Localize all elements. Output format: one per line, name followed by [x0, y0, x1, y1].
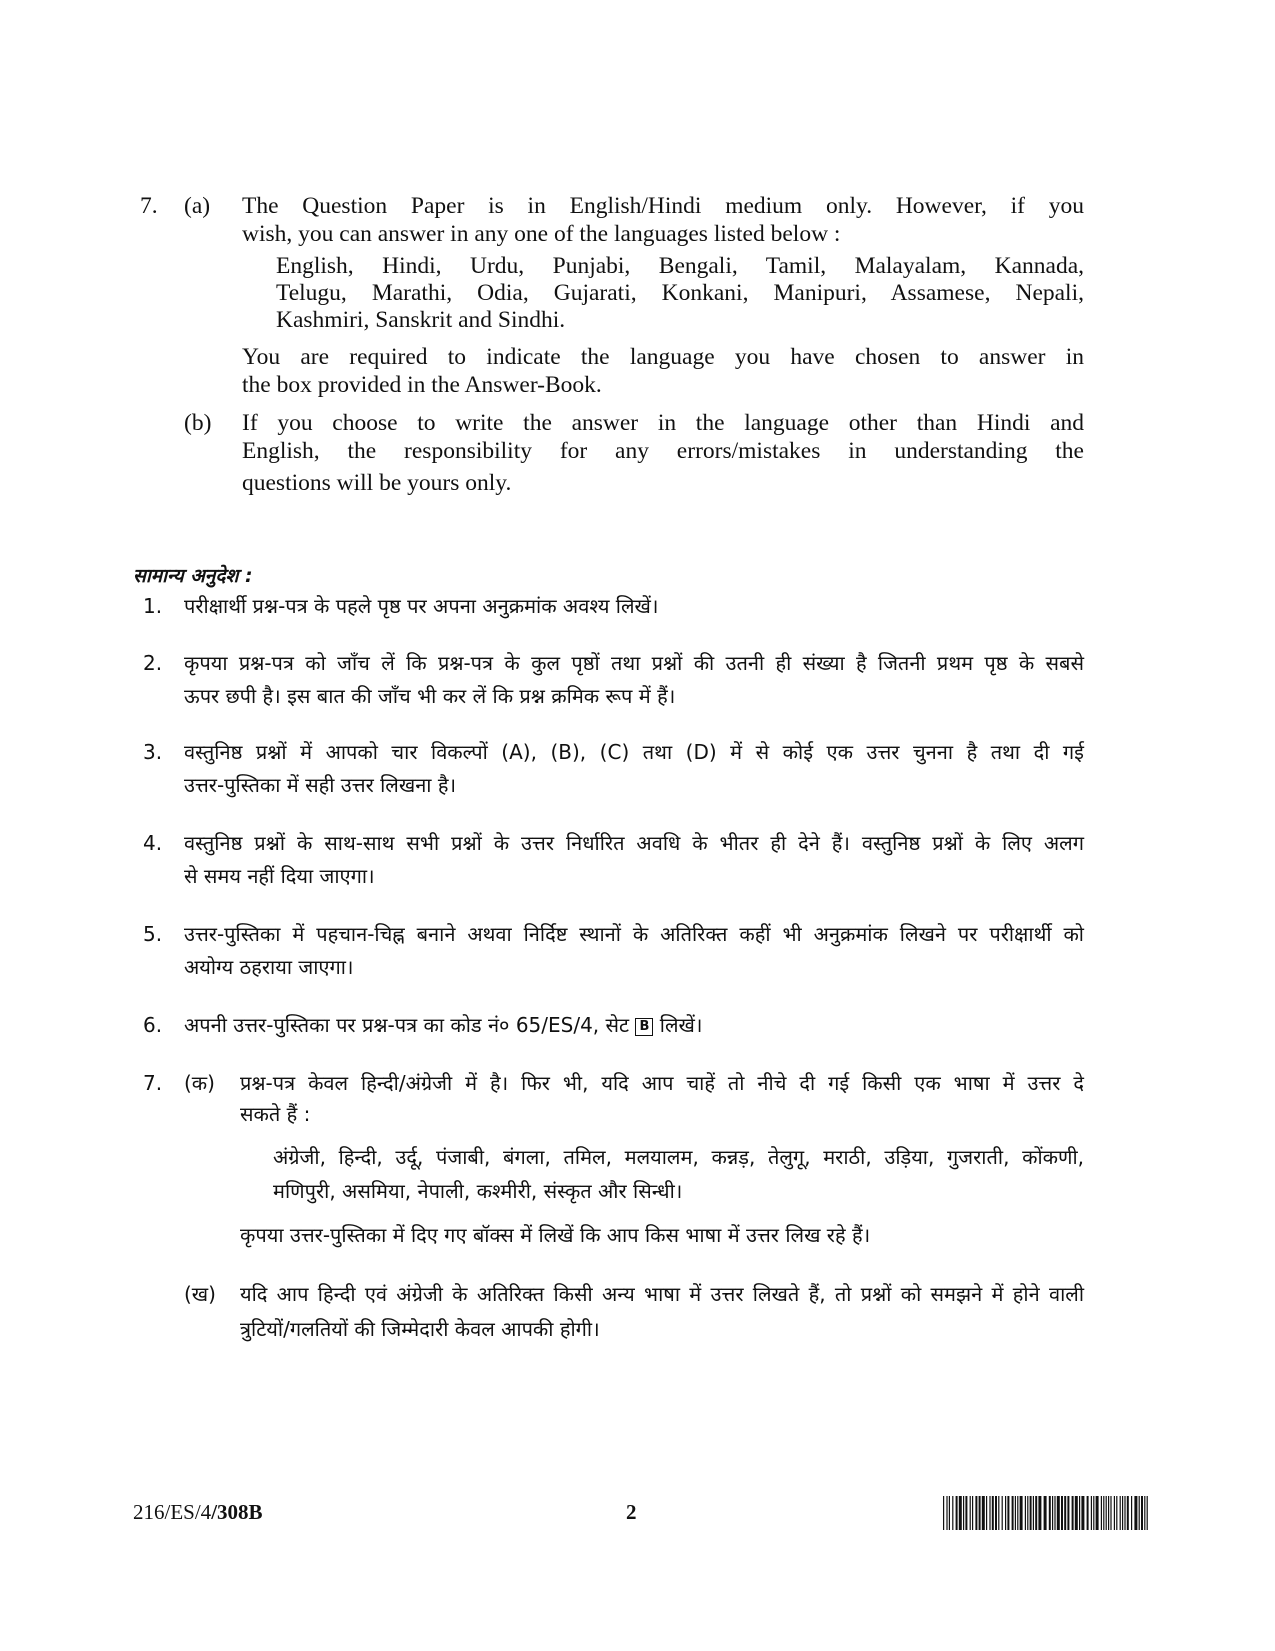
item-7-lang-line1: अंग्रेजी, हिन्दी, उर्दू, पंजाबी, बंगला, तमिल, मलयालम, कन्नड़, तेलुगू, मराठी, उड़िया, गुजराती, कोंकणी,	[273, 1145, 1084, 1169]
item-number: 7.	[143, 1071, 163, 1095]
barcode-icon	[943, 1496, 1150, 1530]
item-5-line2: अयोग्य ठहराया जाएगा।	[184, 955, 354, 979]
item-1-line1: परीक्षार्थी प्रश्न-पत्र के पहले पृष्ठ पर अपना अनुक्रमांक अवश्य लिखें।	[184, 594, 659, 618]
item-7b-line1: यदि आप हिन्दी एवं अंग्रेजी के अतिरिक्त किसी अन्य भाषा में उत्तर लिखते हैं, तो प्रश्नों को समझने में होने वाली	[240, 1282, 1084, 1306]
question-number: 7.	[140, 193, 158, 219]
languages-line2: Telugu, Marathi, Odia, Gujarati, Konkani, Manipuri, Assamese, Nepali,	[276, 280, 1084, 306]
paper-code	[133, 1500, 263, 1525]
item-7-indicate: कृपया उत्तर-पुस्तिका में दिए गए बॉक्स में लिखें कि आप किस भाषा में उत्तर लिख रहे हैं।	[240, 1223, 871, 1247]
item-number: 4.	[143, 831, 163, 855]
languages-line1: English, Hindi, Urdu, Punjabi, Bengali, Tamil, Malayalam, Kannada,	[276, 253, 1084, 279]
item-7a-line2: सकते हैं :	[240, 1102, 311, 1126]
item-2-line1: कृपया प्रश्न-पत्र को जाँच लें कि प्रश्न-पत्र के कुल पृष्ठों तथा प्रश्नों की उतनी ही संख्या है जितनी प्रथम पृष्ठ के सबसे	[184, 651, 1084, 675]
item-7a-line1: प्रश्न-पत्र केवल हिन्दी/अंग्रेजी में है। फिर भी, यदि आप चाहें तो नीचे दी गई किसी एक भाषा में उत्तर दे	[240, 1071, 1084, 1095]
item-4-line2: से समय नहीं दिया जाएगा।	[184, 864, 375, 888]
q7a-line1: The Question Paper is in English/Hindi medium only. However, if you	[242, 193, 1084, 219]
item-2-line2: ऊपर छपी है। इस बात की जाँच भी कर लें कि प्रश्न क्रमिक रूप में हैं।	[184, 684, 676, 708]
q7b-line2: English, the responsibility for any errors/mistakes in understanding the	[242, 438, 1084, 464]
item-number: 2.	[143, 651, 163, 675]
indicate-line2: the box provided in the Answer-Book.	[242, 372, 602, 398]
q7b-line3: questions will be yours only.	[242, 470, 512, 496]
sub-label-ka: (क)	[184, 1071, 215, 1095]
indicate-line1: You are required to indicate the language you have chosen to answer in	[242, 344, 1084, 370]
item-7b-line2: त्रुटियों/गलतियों की जिम्मेदारी केवल आपकी होगी।	[240, 1317, 600, 1341]
paper-code-prefix: 216/ES/4	[133, 1500, 212, 1524]
item-5-line1: उत्तर-पुस्तिका में पहचान-चिह्न बनाने अथवा निर्दिष्ट स्थानों के अतिरिक्त कहीं भी अनुक्रमांक लिखने पर परीक्षार्थी को	[184, 922, 1084, 946]
sub-label-b: (b)	[184, 410, 212, 436]
item-4-line1: वस्तुनिष्ठ प्रश्नों के साथ-साथ सभी प्रश्नों के उत्तर निर्धारित अवधि के भीतर ही देने हैं। वस्तुनिष्ठ प्रश्नों के लिए अलग	[184, 831, 1084, 855]
item-number: 6.	[143, 1013, 163, 1037]
languages-line3: Kashmiri, Sanskrit and Sindhi.	[276, 307, 566, 333]
page-number: 2	[626, 1500, 637, 1524]
item-6-end: लिखें।	[659, 1013, 703, 1037]
general-instructions-heading: सामान्य अनुदेश :	[133, 565, 253, 587]
item-number: 5.	[143, 922, 163, 946]
q7a-line2: wish, you can answer in any one of the languages listed below :	[242, 221, 841, 247]
item-3-line1: वस्तुनिष्ठ प्रश्नों में आपको चार विकल्पों (A), (B), (C) तथा (D) में से कोई एक उत्तर चुनना है तथा दी गई	[184, 740, 1084, 764]
item-number: 1.	[143, 594, 163, 618]
item-7-lang-line2: मणिपुरी, असमिया, नेपाली, कश्मीरी, संस्कृत और सिन्धी।	[273, 1179, 683, 1203]
item-3-line2: उत्तर-पुस्तिका में सही उत्तर लिखना है।	[184, 773, 457, 797]
item-6-text: अपनी उत्तर-पुस्तिका पर प्रश्न-पत्र का कोड नं० 65/ES/4, सेट	[184, 1013, 630, 1037]
item-number: 3.	[143, 740, 163, 764]
sub-label-a: (a)	[184, 193, 211, 219]
paper-code-suffix: /308B	[211, 1500, 263, 1524]
set-box: B	[635, 1018, 653, 1036]
q7b-line1: If you choose to write the answer in the language other than Hindi and	[242, 410, 1084, 436]
sub-label-kha: (ख)	[184, 1282, 216, 1306]
item-6-line	[184, 1008, 1084, 1042]
